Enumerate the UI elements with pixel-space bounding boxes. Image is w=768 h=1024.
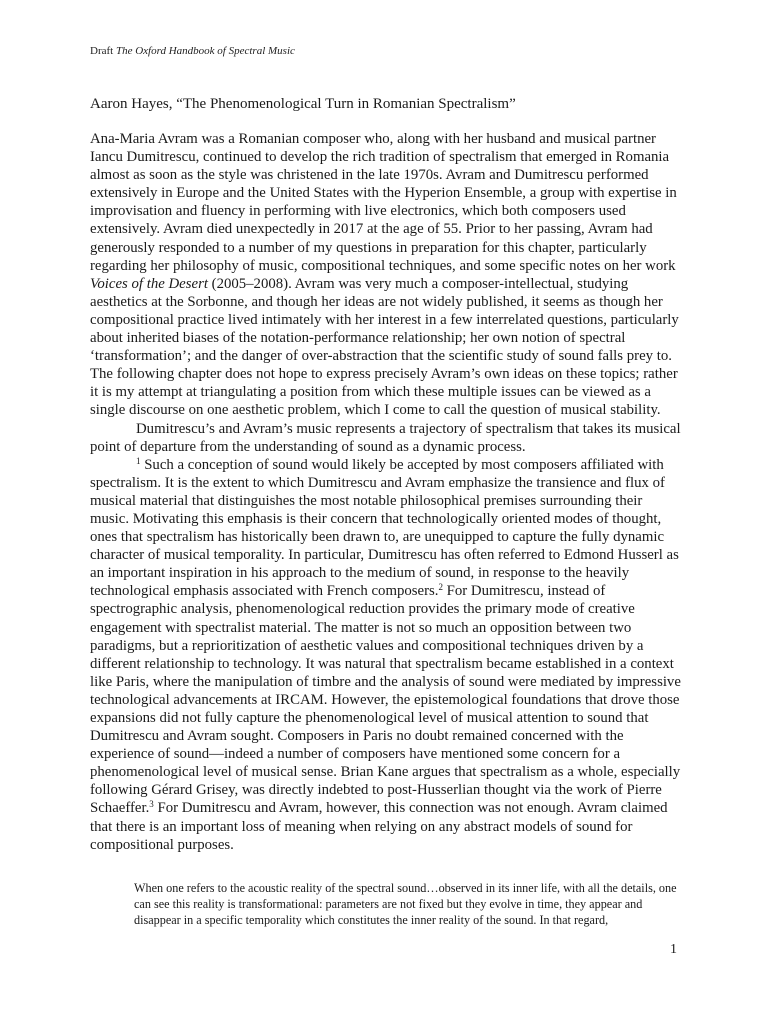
footnote-marker-3[interactable]: 3 xyxy=(149,799,154,810)
paragraph-conception-text-b: For Dumitrescu, instead of spectrographic analysis, phenomenological reduction provides the primary mode of creative engagement with spectralist material. The matter is not so much an opposition between two paradigms, but a reprioritization of aesthetic values and compositional techniques driven by a different relationship to technology. It was natural that spectralism became established in a context like Paris, where the manipulation of timbre and the analysis of sound were mediated by impressive technological advancements at IRCAM. However, the epistemological foundations that drove those expansions did not fully capture the phenomenological level of musical attention to sound that Dumitrescu and Avram sought. Composers in Paris no doubt remained concerned with the experience of sound—indeed a number of composers have mentioned some concern for a phenomenological level of musical sense. Brian Kane argues that spectralism as a whole, especially following Gérard Grisey, was directly indebted to post-Husserlian thought via the work of Pierre Schaeffer. xyxy=(90,583,681,817)
work-title: Voices of the Desert xyxy=(90,275,208,292)
footnote-marker-2[interactable]: 2 xyxy=(438,582,443,593)
paragraph-conception xyxy=(90,456,682,854)
running-header xyxy=(90,45,295,57)
paragraph-intro xyxy=(90,130,682,420)
chapter-body xyxy=(90,130,682,854)
paragraph-intro-text-b: (2005–2008). Avram was very much a composer-intellectual, studying aesthetics at the Sorbonne, and though her ideas are not widely published, it seems as though her compositional practice lived intimately with her interest in a few interrelated questions, particularly about inherited biases of the notation-performance relationship; her own notion of spectral ‘transformation’; and the danger of over-abstraction that the scientific study of sound falls prey to. The following chapter does not hope to express precisely Avram’s own ideas on these topics; rather it is my attempt at triangulating a position from which these multiple issues can be viewed as a single discourse on one aesthetic problem, which I come to call the question of musical stability. xyxy=(90,275,679,419)
draft-label: Draft xyxy=(90,45,114,57)
footnote-marker-1[interactable]: 1 xyxy=(136,455,141,466)
paragraph-intro-text-a: Ana-Maria Avram was a Romanian composer who, along with her husband and musical partner Iancu Dumitrescu, continued to develop the rich tradition of spectralism that emerged in Romania almost as soon as the style was christened in the late 1970s. Avram and Dumitrescu performed extensively in Europe and the United States with the Hyperion Ensemble, a group with expertise in improvisation and fluency in performing with live electronics, which both composers used extensively. Avram died unexpectedly in 2017 at the age of 55. Prior to her passing, Avram had generously responded to a number of my questions in preparation for this chapter, particularly regarding her philosophy of music, compositional techniques, and some specific notes on her work xyxy=(90,131,677,274)
paragraph-conception-text-a: Such a conception of sound would likely be accepted by most composers affiliated with spectralism. It is the extent to which Dumitrescu and Avram emphasize the transience and flux of musical material that distinguishes the most notable philosophical premises surrounding their music. Motivating this emphasis is their concern that technologically oriented modes of thought, ones that spectralism has historically been drawn to, are unequipped to capture the fully dynamic character of musical temporality. In particular, Dumitrescu has often referred to Edmond Husserl as an important inspiration in his approach to the medium of sound, in response to the heavily technological emphasis associated with French composers. xyxy=(90,456,679,600)
chapter-title: Aaron Hayes, “The Phenomenological Turn in Romanian Spectralism” xyxy=(90,96,516,112)
block-quote: When one refers to the acoustic reality of the spectral sound…observed in its inner life, with all the details, one can see this reality is transformational: parameters are not fixed but they evolve in time, they appear and disappear in a specific temporality which constitutes the inner reality of the sound. In that regard, xyxy=(134,881,677,928)
page-number: 1 xyxy=(670,942,677,957)
handbook-title: The Oxford Handbook of Spectral Music xyxy=(115,45,295,57)
paragraph-conception-text-c: For Dumitrescu and Avram, however, this connection was not enough. Avram claimed that there is an important loss of meaning when relying on any abstract models of sound for compositional purposes. xyxy=(90,800,668,853)
paragraph-trajectory: Dumitrescu’s and Avram’s music represents a trajectory of spectralism that takes its musical point of departure from the understanding of sound as a dynamic process. xyxy=(90,420,681,455)
